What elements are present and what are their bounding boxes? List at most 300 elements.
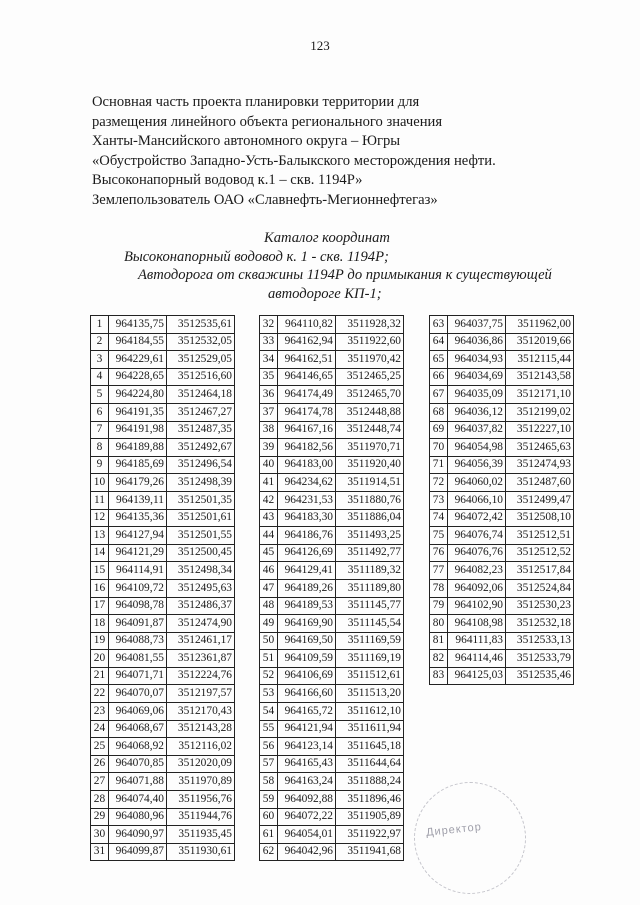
coord-y: 3511189,32 bbox=[336, 562, 404, 580]
point-number: 38 bbox=[260, 421, 278, 439]
table-row bbox=[260, 755, 404, 773]
point-number: 44 bbox=[260, 527, 278, 545]
table-row bbox=[260, 738, 404, 756]
coord-y: 3512512,52 bbox=[506, 544, 574, 562]
stamp-text: Директор bbox=[425, 821, 483, 839]
catalog-title: Каталог координат bbox=[264, 230, 390, 246]
coord-x: 964054,01 bbox=[278, 826, 336, 844]
point-number: 83 bbox=[430, 667, 448, 685]
point-number: 41 bbox=[260, 474, 278, 492]
point-number: 12 bbox=[91, 509, 109, 527]
point-number: 40 bbox=[260, 456, 278, 474]
point-number: 3 bbox=[91, 351, 109, 369]
point-number: 20 bbox=[91, 650, 109, 668]
coord-x: 964076,74 bbox=[448, 527, 506, 545]
coord-x: 964191,98 bbox=[109, 421, 167, 439]
coord-x: 964224,80 bbox=[109, 386, 167, 404]
catalog-subtitle-3: автодороге КП-1; bbox=[268, 285, 382, 302]
coord-x: 964054,98 bbox=[448, 439, 506, 457]
coordinates-table-3 bbox=[429, 315, 574, 685]
table-row bbox=[91, 738, 235, 756]
point-number: 21 bbox=[91, 667, 109, 685]
table-row bbox=[260, 579, 404, 597]
coord-x: 964121,29 bbox=[109, 544, 167, 562]
coord-x: 964106,69 bbox=[278, 667, 336, 685]
point-number: 17 bbox=[91, 597, 109, 615]
coord-y: 3511914,51 bbox=[336, 474, 404, 492]
coord-x: 964074,40 bbox=[109, 791, 167, 809]
coord-x: 964165,72 bbox=[278, 703, 336, 721]
coord-y: 3512532,18 bbox=[506, 615, 574, 633]
coord-y: 3512020,09 bbox=[167, 755, 235, 773]
point-number: 6 bbox=[91, 403, 109, 421]
coord-y: 3512530,23 bbox=[506, 597, 574, 615]
coord-y: 3511189,80 bbox=[336, 579, 404, 597]
coord-y: 3511930,61 bbox=[167, 843, 235, 861]
point-number: 76 bbox=[430, 544, 448, 562]
coord-y: 3512115,44 bbox=[506, 351, 574, 369]
point-number: 80 bbox=[430, 615, 448, 633]
point-number: 60 bbox=[260, 808, 278, 826]
point-number: 56 bbox=[260, 738, 278, 756]
coord-y: 3511970,42 bbox=[336, 351, 404, 369]
point-number: 13 bbox=[91, 527, 109, 545]
point-number: 73 bbox=[430, 491, 448, 509]
point-number: 36 bbox=[260, 386, 278, 404]
header-line: Основная часть проекта планировки территории для bbox=[92, 94, 420, 110]
coord-y: 3512465,63 bbox=[506, 439, 574, 457]
coord-x: 964060,02 bbox=[448, 474, 506, 492]
coord-x: 964125,03 bbox=[448, 667, 506, 685]
coord-y: 3511645,18 bbox=[336, 738, 404, 756]
coord-x: 964034,93 bbox=[448, 351, 506, 369]
point-number: 28 bbox=[91, 791, 109, 809]
coord-y: 3512501,61 bbox=[167, 509, 235, 527]
table-row bbox=[91, 650, 235, 668]
point-number: 39 bbox=[260, 439, 278, 457]
table-row bbox=[260, 632, 404, 650]
coord-y: 3512533,79 bbox=[506, 650, 574, 668]
coord-x: 964036,12 bbox=[448, 403, 506, 421]
point-number: 43 bbox=[260, 509, 278, 527]
catalog-subtitle-1: Высоконапорный водовод к. 1 - скв. 1194Р; bbox=[124, 248, 389, 265]
coord-x: 964108,98 bbox=[448, 615, 506, 633]
table-row bbox=[91, 685, 235, 703]
table-row bbox=[260, 474, 404, 492]
point-number: 78 bbox=[430, 579, 448, 597]
point-number: 2 bbox=[91, 333, 109, 351]
coord-y: 3511935,45 bbox=[167, 826, 235, 844]
coord-y: 3511970,71 bbox=[336, 439, 404, 457]
point-number: 61 bbox=[260, 826, 278, 844]
coord-y: 3512116,02 bbox=[167, 738, 235, 756]
coord-x: 964109,72 bbox=[109, 579, 167, 597]
table-row bbox=[260, 403, 404, 421]
point-number: 24 bbox=[91, 720, 109, 738]
coord-y: 3512171,10 bbox=[506, 386, 574, 404]
coord-x: 964072,42 bbox=[448, 509, 506, 527]
coord-y: 3512465,70 bbox=[336, 386, 404, 404]
coord-y: 3512500,45 bbox=[167, 544, 235, 562]
table-row bbox=[260, 791, 404, 809]
point-number: 29 bbox=[91, 808, 109, 826]
coord-x: 964070,85 bbox=[109, 755, 167, 773]
point-number: 79 bbox=[430, 597, 448, 615]
coord-y: 3511644,64 bbox=[336, 755, 404, 773]
table-row bbox=[260, 527, 404, 545]
coord-y: 3511145,77 bbox=[336, 597, 404, 615]
coord-x: 964109,59 bbox=[278, 650, 336, 668]
point-number: 37 bbox=[260, 403, 278, 421]
point-number: 42 bbox=[260, 491, 278, 509]
coord-y: 3512197,57 bbox=[167, 685, 235, 703]
point-number: 53 bbox=[260, 685, 278, 703]
coord-x: 964162,94 bbox=[278, 333, 336, 351]
table-row bbox=[430, 368, 574, 386]
coord-y: 3512465,25 bbox=[336, 368, 404, 386]
coord-y: 3512486,37 bbox=[167, 597, 235, 615]
coord-y: 3511905,89 bbox=[336, 808, 404, 826]
coord-x: 964139,11 bbox=[109, 491, 167, 509]
table-row bbox=[430, 544, 574, 562]
coord-y: 3512019,66 bbox=[506, 333, 574, 351]
table-row bbox=[260, 421, 404, 439]
coord-x: 964114,46 bbox=[448, 650, 506, 668]
coord-x: 964076,76 bbox=[448, 544, 506, 562]
table-row bbox=[260, 439, 404, 457]
coord-y: 3511880,76 bbox=[336, 491, 404, 509]
table-row bbox=[430, 579, 574, 597]
coord-x: 964066,10 bbox=[448, 491, 506, 509]
coord-y: 3512501,55 bbox=[167, 527, 235, 545]
table-row bbox=[91, 509, 235, 527]
coord-x: 964099,87 bbox=[109, 843, 167, 861]
table-row bbox=[260, 562, 404, 580]
coord-y: 3512532,05 bbox=[167, 333, 235, 351]
table-row bbox=[91, 439, 235, 457]
coord-x: 964091,87 bbox=[109, 615, 167, 633]
coord-x: 964189,88 bbox=[109, 439, 167, 457]
point-number: 66 bbox=[430, 368, 448, 386]
coord-y: 3511513,20 bbox=[336, 685, 404, 703]
catalog-subtitle-2: Автодорога от скважины 1194Р до примыкания к существующей bbox=[138, 267, 552, 283]
table-row bbox=[430, 650, 574, 668]
table-row bbox=[430, 333, 574, 351]
coord-x: 964174,78 bbox=[278, 403, 336, 421]
coord-x: 964169,90 bbox=[278, 615, 336, 633]
coord-y: 3512361,87 bbox=[167, 650, 235, 668]
page-number: 123 bbox=[310, 38, 330, 53]
coord-x: 964182,56 bbox=[278, 439, 336, 457]
coord-y: 3511896,46 bbox=[336, 791, 404, 809]
coord-x: 964072,22 bbox=[278, 808, 336, 826]
coord-y: 3512533,13 bbox=[506, 632, 574, 650]
point-number: 26 bbox=[91, 755, 109, 773]
table-row bbox=[91, 755, 235, 773]
point-number: 32 bbox=[260, 316, 278, 334]
coord-x: 964080,96 bbox=[109, 808, 167, 826]
point-number: 11 bbox=[91, 491, 109, 509]
point-number: 46 bbox=[260, 562, 278, 580]
table-row bbox=[91, 316, 235, 334]
point-number: 67 bbox=[430, 386, 448, 404]
coord-y: 3511169,19 bbox=[336, 650, 404, 668]
point-number: 34 bbox=[260, 351, 278, 369]
table-row bbox=[430, 491, 574, 509]
table-row bbox=[260, 685, 404, 703]
table-row bbox=[430, 439, 574, 457]
point-number: 31 bbox=[91, 843, 109, 861]
point-number: 33 bbox=[260, 333, 278, 351]
table-row bbox=[91, 843, 235, 861]
coord-x: 964163,24 bbox=[278, 773, 336, 791]
point-number: 59 bbox=[260, 791, 278, 809]
table-row bbox=[430, 403, 574, 421]
point-number: 14 bbox=[91, 544, 109, 562]
coord-x: 964111,83 bbox=[448, 632, 506, 650]
point-number: 70 bbox=[430, 439, 448, 457]
table-row bbox=[430, 351, 574, 369]
coord-x: 964231,53 bbox=[278, 491, 336, 509]
coord-y: 3511612,10 bbox=[336, 703, 404, 721]
table-row bbox=[91, 632, 235, 650]
table-row bbox=[91, 773, 235, 791]
coord-y: 3512535,46 bbox=[506, 667, 574, 685]
table-row bbox=[91, 808, 235, 826]
point-number: 47 bbox=[260, 579, 278, 597]
coord-x: 964127,94 bbox=[109, 527, 167, 545]
coord-x: 964129,41 bbox=[278, 562, 336, 580]
table-row bbox=[260, 615, 404, 633]
table-row bbox=[91, 597, 235, 615]
coord-x: 964069,06 bbox=[109, 703, 167, 721]
coord-x: 964183,00 bbox=[278, 456, 336, 474]
header-line: «Обустройство Западно-Усть-Балыкского месторождения нефти. bbox=[92, 152, 496, 169]
table-row bbox=[91, 826, 235, 844]
point-number: 8 bbox=[91, 439, 109, 457]
coord-x: 964135,75 bbox=[109, 316, 167, 334]
coord-x: 964036,86 bbox=[448, 333, 506, 351]
point-number: 72 bbox=[430, 474, 448, 492]
coord-y: 3511922,60 bbox=[336, 333, 404, 351]
table-row bbox=[91, 491, 235, 509]
coord-x: 964183,30 bbox=[278, 509, 336, 527]
coord-y: 3511941,68 bbox=[336, 843, 404, 861]
coord-y: 3512516,60 bbox=[167, 368, 235, 386]
table-row bbox=[430, 597, 574, 615]
table-row bbox=[260, 720, 404, 738]
coord-y: 3512448,74 bbox=[336, 421, 404, 439]
table-row bbox=[260, 351, 404, 369]
table-row bbox=[91, 667, 235, 685]
table-row bbox=[430, 316, 574, 334]
point-number: 65 bbox=[430, 351, 448, 369]
table-row bbox=[91, 368, 235, 386]
coord-y: 3512512,51 bbox=[506, 527, 574, 545]
point-number: 18 bbox=[91, 615, 109, 633]
table-row bbox=[260, 368, 404, 386]
table-row bbox=[91, 421, 235, 439]
coord-x: 964110,82 bbox=[278, 316, 336, 334]
point-number: 74 bbox=[430, 509, 448, 527]
table-row bbox=[260, 703, 404, 721]
point-number: 51 bbox=[260, 650, 278, 668]
point-number: 50 bbox=[260, 632, 278, 650]
table-row bbox=[91, 333, 235, 351]
coord-x: 964034,69 bbox=[448, 368, 506, 386]
coord-x: 964185,69 bbox=[109, 456, 167, 474]
table-row bbox=[260, 386, 404, 404]
coord-y: 3512170,43 bbox=[167, 703, 235, 721]
table-row bbox=[260, 650, 404, 668]
coord-y: 3511169,59 bbox=[336, 632, 404, 650]
point-number: 16 bbox=[91, 579, 109, 597]
coord-y: 3512224,76 bbox=[167, 667, 235, 685]
coord-x: 964165,43 bbox=[278, 755, 336, 773]
coord-y: 3512143,28 bbox=[167, 720, 235, 738]
coord-y: 3511493,25 bbox=[336, 527, 404, 545]
coord-x: 964229,61 bbox=[109, 351, 167, 369]
table-row bbox=[260, 544, 404, 562]
coord-x: 964189,26 bbox=[278, 579, 336, 597]
table-row bbox=[91, 403, 235, 421]
coord-x: 964035,09 bbox=[448, 386, 506, 404]
coord-x: 964174,49 bbox=[278, 386, 336, 404]
coordinates-table-1 bbox=[90, 315, 235, 861]
point-number: 55 bbox=[260, 720, 278, 738]
coord-y: 3511922,97 bbox=[336, 826, 404, 844]
coord-y: 3511145,54 bbox=[336, 615, 404, 633]
point-number: 4 bbox=[91, 368, 109, 386]
point-number: 7 bbox=[91, 421, 109, 439]
coord-y: 3512498,34 bbox=[167, 562, 235, 580]
coord-x: 964114,91 bbox=[109, 562, 167, 580]
table-row bbox=[260, 509, 404, 527]
coord-x: 964092,88 bbox=[278, 791, 336, 809]
coord-y: 3512199,02 bbox=[506, 403, 574, 421]
coord-x: 964167,16 bbox=[278, 421, 336, 439]
coord-x: 964102,90 bbox=[448, 597, 506, 615]
coord-y: 3512517,84 bbox=[506, 562, 574, 580]
coord-y: 3511956,76 bbox=[167, 791, 235, 809]
coord-y: 3512448,88 bbox=[336, 403, 404, 421]
coord-x: 964056,39 bbox=[448, 456, 506, 474]
point-number: 57 bbox=[260, 755, 278, 773]
coord-y: 3512508,10 bbox=[506, 509, 574, 527]
coord-y: 3512143,58 bbox=[506, 368, 574, 386]
point-number: 49 bbox=[260, 615, 278, 633]
table-row bbox=[91, 720, 235, 738]
coord-y: 3512487,60 bbox=[506, 474, 574, 492]
coord-x: 964088,73 bbox=[109, 632, 167, 650]
point-number: 35 bbox=[260, 368, 278, 386]
coord-x: 964186,76 bbox=[278, 527, 336, 545]
point-number: 77 bbox=[430, 562, 448, 580]
table-row bbox=[430, 667, 574, 685]
table-row bbox=[430, 527, 574, 545]
coord-y: 3512474,93 bbox=[506, 456, 574, 474]
point-number: 69 bbox=[430, 421, 448, 439]
coord-x: 964042,96 bbox=[278, 843, 336, 861]
coord-x: 964070,07 bbox=[109, 685, 167, 703]
table-row bbox=[91, 456, 235, 474]
coord-y: 3511970,89 bbox=[167, 773, 235, 791]
table-row bbox=[91, 527, 235, 545]
coord-x: 964037,82 bbox=[448, 421, 506, 439]
coord-y: 3511920,40 bbox=[336, 456, 404, 474]
coord-y: 3512474,90 bbox=[167, 615, 235, 633]
point-number: 81 bbox=[430, 632, 448, 650]
coord-x: 964081,55 bbox=[109, 650, 167, 668]
coord-x: 964092,06 bbox=[448, 579, 506, 597]
table-row bbox=[91, 579, 235, 597]
header-line: Землепользователь ОАО «Славнефть-Мегионнефтегаз» bbox=[92, 191, 438, 208]
table-row bbox=[260, 826, 404, 844]
coord-x: 964234,62 bbox=[278, 474, 336, 492]
point-number: 45 bbox=[260, 544, 278, 562]
point-number: 71 bbox=[430, 456, 448, 474]
point-number: 27 bbox=[91, 773, 109, 791]
point-number: 82 bbox=[430, 650, 448, 668]
point-number: 22 bbox=[91, 685, 109, 703]
table-row bbox=[260, 843, 404, 861]
table-row bbox=[91, 351, 235, 369]
point-number: 19 bbox=[91, 632, 109, 650]
coord-y: 3511611,94 bbox=[336, 720, 404, 738]
coord-x: 964121,94 bbox=[278, 720, 336, 738]
coord-x: 964191,35 bbox=[109, 403, 167, 421]
table-row bbox=[430, 632, 574, 650]
point-number: 30 bbox=[91, 826, 109, 844]
coord-y: 3512501,35 bbox=[167, 491, 235, 509]
table-row bbox=[91, 615, 235, 633]
table-row bbox=[91, 703, 235, 721]
header-line: размещения линейного объекта регионального значения bbox=[92, 113, 443, 130]
point-number: 23 bbox=[91, 703, 109, 721]
coord-y: 3512464,18 bbox=[167, 386, 235, 404]
point-number: 58 bbox=[260, 773, 278, 791]
coord-x: 964126,69 bbox=[278, 544, 336, 562]
coord-y: 3512487,35 bbox=[167, 421, 235, 439]
table-row bbox=[260, 456, 404, 474]
table-row bbox=[430, 509, 574, 527]
point-number: 25 bbox=[91, 738, 109, 756]
coord-y: 3512524,84 bbox=[506, 579, 574, 597]
coord-y: 3511888,24 bbox=[336, 773, 404, 791]
coord-y: 3512227,10 bbox=[506, 421, 574, 439]
coord-x: 964068,92 bbox=[109, 738, 167, 756]
header-line: Ханты-Мансийского автономного округа – Югры bbox=[92, 133, 401, 150]
table-row bbox=[91, 791, 235, 809]
table-row bbox=[91, 474, 235, 492]
table-row bbox=[260, 491, 404, 509]
coord-x: 964071,88 bbox=[109, 773, 167, 791]
coord-y: 3511512,61 bbox=[336, 667, 404, 685]
coord-x: 964082,23 bbox=[448, 562, 506, 580]
table-row bbox=[260, 667, 404, 685]
table-row bbox=[91, 562, 235, 580]
coord-x: 964146,65 bbox=[278, 368, 336, 386]
coord-x: 964166,60 bbox=[278, 685, 336, 703]
table-row bbox=[430, 386, 574, 404]
table-row bbox=[430, 421, 574, 439]
coord-y: 3512535,61 bbox=[167, 316, 235, 334]
point-number: 15 bbox=[91, 562, 109, 580]
point-number: 63 bbox=[430, 316, 448, 334]
coord-y: 3512492,67 bbox=[167, 439, 235, 457]
table-row bbox=[260, 773, 404, 791]
point-number: 62 bbox=[260, 843, 278, 861]
